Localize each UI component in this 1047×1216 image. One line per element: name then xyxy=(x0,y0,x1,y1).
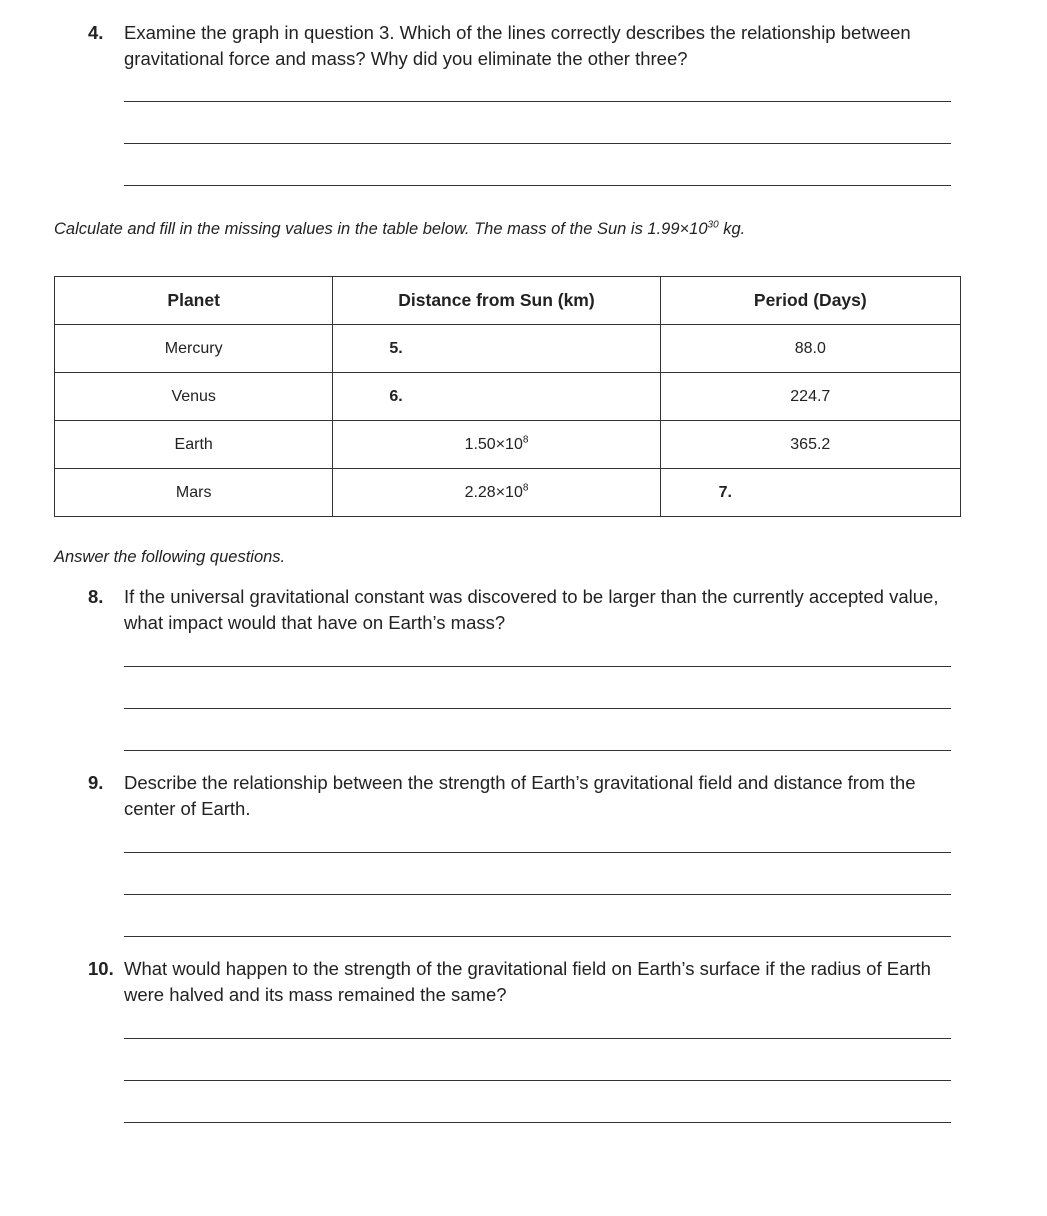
question-8 xyxy=(88,584,958,636)
question-10-text: What would happen to the strength of the gravitational field on Earth’s surface if the radius of Earth were halved and its mass remained the same? xyxy=(124,958,931,1005)
distance-earth-exponent: 8 xyxy=(522,434,529,446)
cell-period-venus: 224.7 xyxy=(660,373,960,421)
cell-period-mercury: 88.0 xyxy=(660,325,960,373)
cell-period-earth: 365.2 xyxy=(660,421,960,469)
question-4 xyxy=(88,20,958,72)
answer-line-q9-3[interactable] xyxy=(124,936,951,937)
distance-earth-base: 1.50×10 xyxy=(464,435,523,453)
question-9-text: Describe the relationship between the strength of Earth’s gravitational field and distance from the center of Earth. xyxy=(124,772,916,819)
table-instruction-text: Calculate and fill in the missing values in the table below. The mass of the Sun is 1.99×10 xyxy=(54,220,708,238)
cell-planet-earth: Earth xyxy=(55,421,333,469)
answer-line-q10-3[interactable] xyxy=(124,1122,951,1123)
header-period: Period (Days) xyxy=(660,277,960,325)
answer-line-q4-3[interactable] xyxy=(124,185,951,186)
cell-planet-venus: Venus xyxy=(55,373,333,421)
distance-mars-exponent: 8 xyxy=(522,482,529,494)
cell-distance-earth xyxy=(333,421,660,469)
answer-instruction: Answer the following questions. xyxy=(54,548,286,566)
answer-line-q4-1[interactable] xyxy=(124,101,951,102)
cell-distance-mercury-blank[interactable]: 5. xyxy=(333,325,660,373)
cell-distance-venus-blank[interactable]: 6. xyxy=(333,373,660,421)
cell-period-mars-blank[interactable]: 7. xyxy=(660,469,960,517)
table-instruction xyxy=(54,218,745,240)
answer-line-q8-3[interactable] xyxy=(124,750,951,751)
question-4-number: 4. xyxy=(88,22,104,43)
answer-line-q9-1[interactable] xyxy=(124,852,951,853)
question-10-number: 10. xyxy=(88,958,114,979)
question-9 xyxy=(88,770,958,822)
answer-line-q8-2[interactable] xyxy=(124,708,951,709)
question-8-text: If the universal gravitational constant was discovered to be larger than the currently accepted value, what impact would that have on Earth’s mass? xyxy=(124,586,939,633)
table-row-venus xyxy=(55,373,961,421)
answer-line-q4-2[interactable] xyxy=(124,143,951,144)
table-row-mars xyxy=(55,469,961,517)
question-9-number: 9. xyxy=(88,772,104,793)
table-row-mercury xyxy=(55,325,961,373)
cell-distance-mars xyxy=(333,469,660,517)
table-row-earth xyxy=(55,421,961,469)
cell-planet-mars: Mars xyxy=(55,469,333,517)
sun-mass-unit: kg. xyxy=(718,220,746,238)
planet-table xyxy=(54,276,961,517)
header-planet: Planet xyxy=(55,277,333,325)
answer-line-q10-2[interactable] xyxy=(124,1080,951,1081)
cell-planet-mercury: Mercury xyxy=(55,325,333,373)
question-8-number: 8. xyxy=(88,586,104,607)
question-10 xyxy=(88,956,958,1008)
question-4-text: Examine the graph in question 3. Which of the lines correctly describes the relationship between gravitational force and mass? Why did you eliminate the other three? xyxy=(124,22,911,69)
table-header-row xyxy=(55,277,961,325)
answer-line-q9-2[interactable] xyxy=(124,894,951,895)
answer-line-q8-1[interactable] xyxy=(124,666,951,667)
distance-mars-base: 2.28×10 xyxy=(464,483,523,501)
header-distance: Distance from Sun (km) xyxy=(333,277,660,325)
answer-line-q10-1[interactable] xyxy=(124,1038,951,1039)
sun-mass-exponent: 30 xyxy=(707,219,719,231)
